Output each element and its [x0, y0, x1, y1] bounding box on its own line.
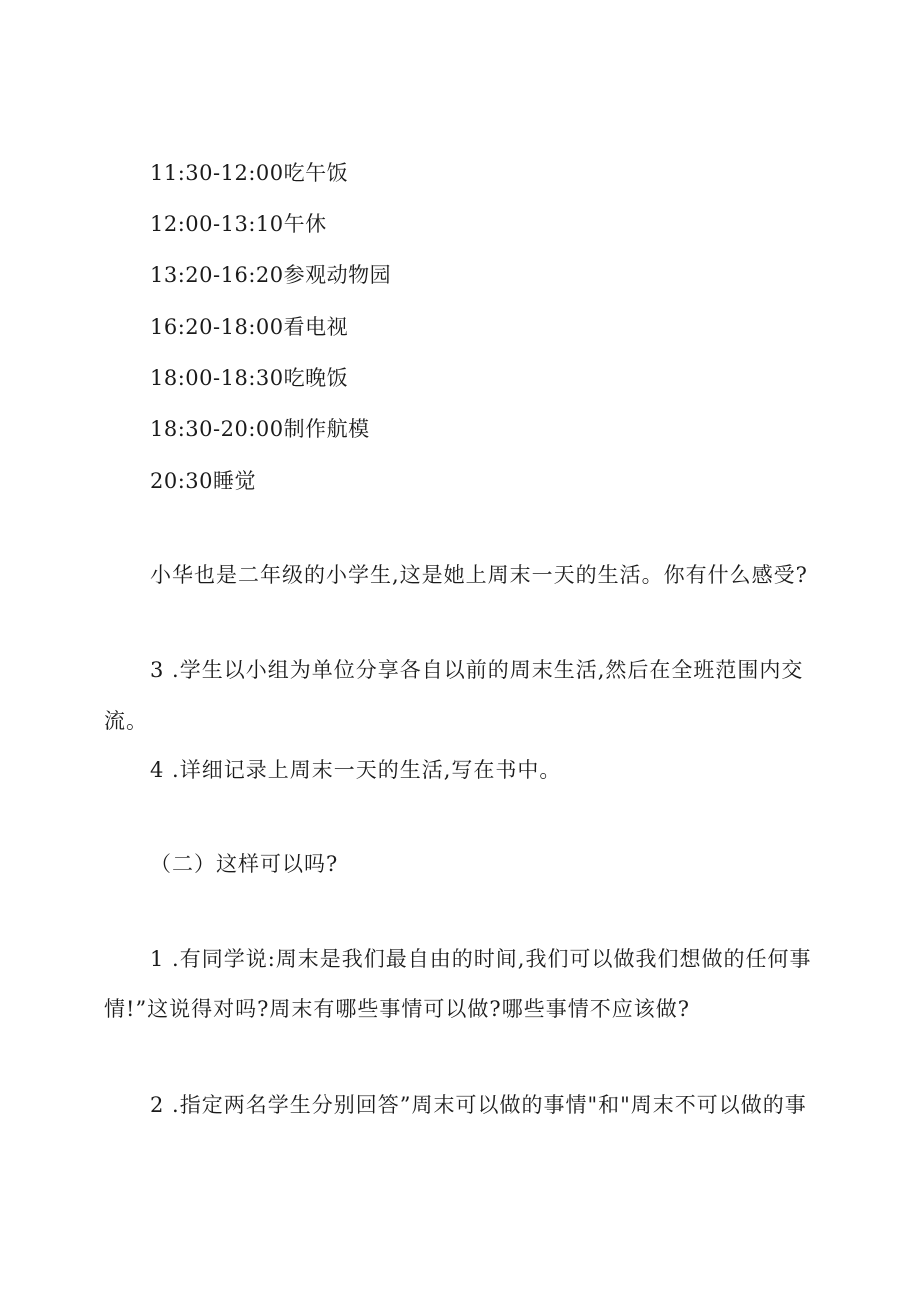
item-4-paragraph: 4 .详细记录上周末一天的生活,写在书中。: [150, 758, 562, 782]
question-1-line-1: 1 .有同学说:周末是我们最自由的时间,我们可以做我们想做的任何事: [150, 947, 812, 971]
item-3-line-1: 3 .学生以小组为单位分享各自以前的周末生活,然后在全班范围内交: [150, 658, 804, 682]
schedule-item: 16:20-18:00看电视: [150, 315, 349, 339]
question-1-line-2: 情!”这说得对吗?周末有哪些事情可以做?哪些事情不应该做?: [104, 997, 690, 1021]
schedule-item: 13:20-16:20参观动物园: [150, 263, 392, 287]
schedule-item: 12:00-13:10午休: [150, 212, 327, 236]
schedule-item: 18:00-18:30吃晚饭: [150, 366, 349, 390]
section-heading: （二）这样可以吗?: [150, 852, 339, 876]
item-3-line-2: 流。: [104, 709, 148, 733]
schedule-item: 18:30-20:00制作航模: [150, 417, 370, 441]
question-2-line-1: 2 .指定两名学生分别回答”周末可以做的事情"和"周末不可以做的事: [150, 1093, 807, 1117]
schedule-item: 20:30睡觉: [150, 469, 257, 493]
schedule-item: 11:30-12:00吃午饭: [150, 161, 349, 185]
intro-paragraph: 小华也是二年级的小学生,这是她上周末一天的生活。你有什么感受?: [150, 563, 808, 587]
